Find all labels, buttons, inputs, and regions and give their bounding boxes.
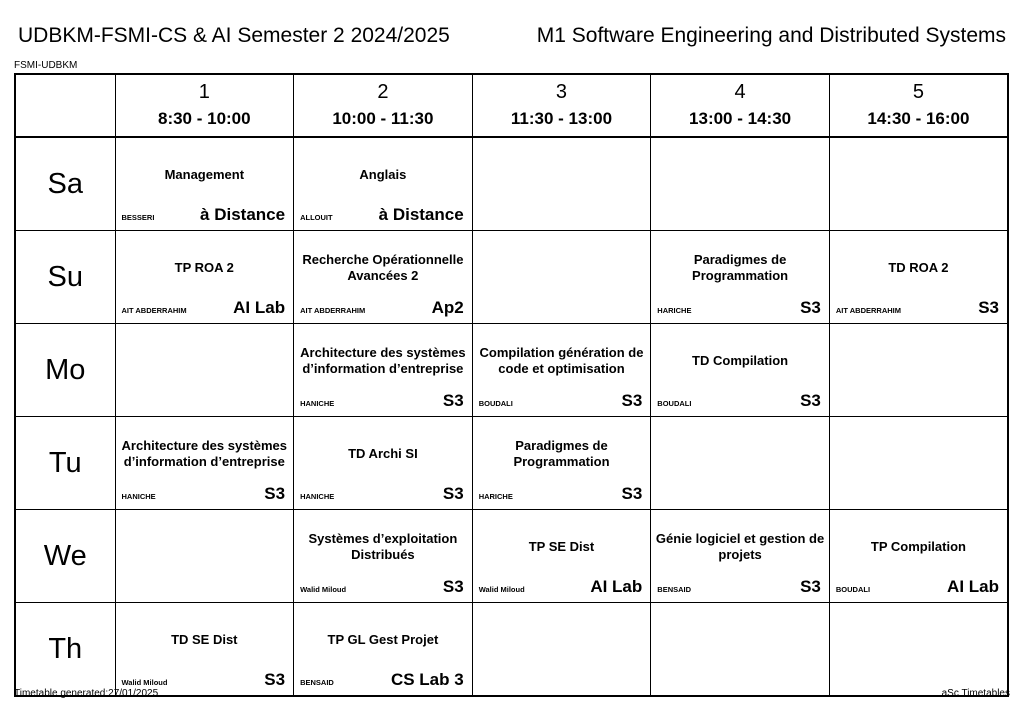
day-row (15, 324, 1008, 417)
period-time: 11:30 - 13:00 (510, 108, 613, 128)
period-header-5 (829, 74, 1008, 137)
lesson-cell (294, 510, 473, 603)
lesson-teacher: BENSAID (657, 585, 692, 594)
day-name: Sa (15, 137, 115, 231)
lesson-subject: Architecture des systèmes d’information d’entreprise (121, 438, 288, 469)
lesson-room: AI Lab (233, 298, 286, 317)
lesson-cell (651, 417, 830, 510)
timetable (14, 73, 1009, 697)
lesson-subject: Architecture des systèmes d’information d’entreprise (300, 345, 466, 376)
lesson-teacher: HANICHE (300, 492, 335, 501)
lesson-subject: TP Compilation (870, 539, 966, 554)
lesson-room: à Distance (200, 205, 286, 224)
corner-cell (15, 74, 115, 137)
lesson-teacher: Walid Miloud (478, 585, 525, 594)
day-name: Mo (15, 324, 115, 417)
lesson-cell (294, 324, 473, 417)
lesson-cell (651, 231, 830, 324)
lesson-subject: Compilation génération de code et optimisation (479, 345, 644, 376)
lesson-cell (651, 324, 830, 417)
lesson-cell (294, 137, 473, 231)
lesson-cell (651, 510, 830, 603)
lesson-teacher: BOUDALI (478, 399, 513, 408)
day-name: Th (15, 603, 115, 697)
period-header-1 (115, 74, 294, 137)
lesson-teacher: BESSERI (121, 213, 155, 222)
period-number: 4 (734, 80, 746, 103)
lesson-subject: TD SE Dist (171, 632, 238, 647)
lesson-cell (472, 324, 651, 417)
lesson-subject: TP GL Gest Projet (327, 632, 439, 647)
period-header-2 (294, 74, 473, 137)
lesson-teacher: HARICHE (657, 306, 692, 315)
period-time: 14:30 - 16:00 (867, 108, 970, 128)
lesson-room: Ap2 (431, 298, 464, 317)
lesson-cell (294, 417, 473, 510)
period-number: 2 (377, 80, 389, 103)
lesson-teacher: ALLOUIT (300, 213, 333, 222)
class-title: M1 Software Engineering and Distributed Systems (536, 24, 1006, 47)
period-time: 10:00 - 11:30 (332, 108, 434, 128)
lesson-cell (829, 137, 1008, 231)
lesson-teacher: BENSAID (300, 678, 334, 687)
day-name: Su (15, 231, 115, 324)
day-name: Tu (15, 417, 115, 510)
lesson-subject: Paradigmes de Programmation (513, 438, 610, 469)
lesson-room: S3 (264, 484, 286, 503)
lesson-cell (651, 137, 830, 231)
lesson-cell (829, 324, 1008, 417)
lesson-room: S3 (800, 298, 821, 317)
lesson-room: S3 (442, 391, 464, 410)
period-number: 3 (555, 80, 568, 103)
lesson-room: S3 (621, 484, 643, 503)
lesson-cell (294, 603, 473, 697)
lesson-cell (829, 417, 1008, 510)
period-header-row (15, 74, 1008, 137)
lesson-room: S3 (621, 391, 643, 410)
day-row (15, 231, 1008, 324)
lesson-teacher: AIT ABDERRAHIM (121, 306, 187, 315)
lesson-cell (472, 417, 651, 510)
lesson-subject: Recherche Opérationnelle Avancées 2 (302, 252, 464, 283)
lesson-subject: Paradigmes de Programmation (692, 252, 789, 283)
lesson-teacher: BOUDALI (657, 399, 692, 408)
lesson-cell (472, 137, 651, 231)
lesson-cell (829, 510, 1008, 603)
lesson-room: CS Lab 3 (390, 670, 464, 689)
lesson-subject: TP ROA 2 (174, 260, 234, 275)
lesson-teacher: HANICHE (300, 399, 335, 408)
lesson-teacher: AIT ABDERRAHIM (835, 306, 902, 315)
lesson-room: S3 (442, 577, 464, 596)
lesson-subject: Anglais (359, 167, 407, 182)
period-number: 5 (912, 80, 924, 103)
lesson-cell (472, 510, 651, 603)
lesson-cell (115, 417, 294, 510)
period-time: 8:30 - 10:00 (157, 108, 251, 128)
lesson-room: S3 (800, 391, 821, 410)
day-row (15, 137, 1008, 231)
lesson-subject: Systèmes d’exploitation Distribués (308, 531, 458, 562)
generated-date: Timetable generated:27/01/2025 (14, 688, 159, 699)
lesson-cell (115, 231, 294, 324)
period-time: 13:00 - 14:30 (689, 108, 792, 128)
lesson-cell (115, 137, 294, 231)
lesson-teacher: HANICHE (121, 492, 156, 501)
lesson-room: S3 (264, 670, 286, 689)
software-credit: aSc Timetables (941, 688, 1010, 699)
lesson-teacher: AIT ABDERRAHIM (300, 306, 366, 315)
day-row (15, 603, 1008, 697)
lesson-cell (115, 603, 294, 697)
day-row (15, 510, 1008, 603)
lesson-cell (651, 603, 830, 697)
lesson-room: S3 (442, 484, 464, 503)
lesson-room: S3 (800, 577, 821, 596)
lesson-room: AI Lab (947, 577, 999, 596)
lesson-cell (294, 231, 473, 324)
lesson-cell (829, 231, 1008, 324)
period-header-4 (651, 74, 830, 137)
day-row (15, 417, 1008, 510)
lesson-teacher: BOUDALI (835, 585, 871, 594)
lesson-cell (115, 510, 294, 603)
lesson-room: à Distance (378, 205, 464, 224)
lesson-subject: Management (164, 167, 245, 182)
lesson-subject: TD Compilation (692, 353, 789, 368)
lesson-teacher: Walid Miloud (121, 678, 168, 687)
lesson-subject: TP SE Dist (528, 539, 595, 554)
lesson-subject: TD Archi SI (348, 446, 418, 461)
day-name: We (15, 510, 115, 603)
lesson-room: AI Lab (590, 577, 643, 596)
lesson-cell (472, 231, 651, 324)
period-number: 1 (198, 80, 210, 103)
lesson-teacher: Walid Miloud (300, 585, 347, 594)
lesson-room: S3 (978, 298, 999, 317)
lesson-cell (115, 324, 294, 417)
period-header-3 (472, 74, 651, 137)
lesson-cell (829, 603, 1008, 697)
school-code: FSMI-UDBKM (14, 60, 78, 71)
lesson-subject: Génie logiciel et gestion de projets (655, 531, 825, 562)
lesson-teacher: HARICHE (478, 492, 513, 501)
school-title: UDBKM-FSMI-CS & AI Semester 2 2024/2025 (18, 24, 450, 47)
lesson-cell (472, 603, 651, 697)
lesson-subject: TD ROA 2 (888, 260, 949, 275)
